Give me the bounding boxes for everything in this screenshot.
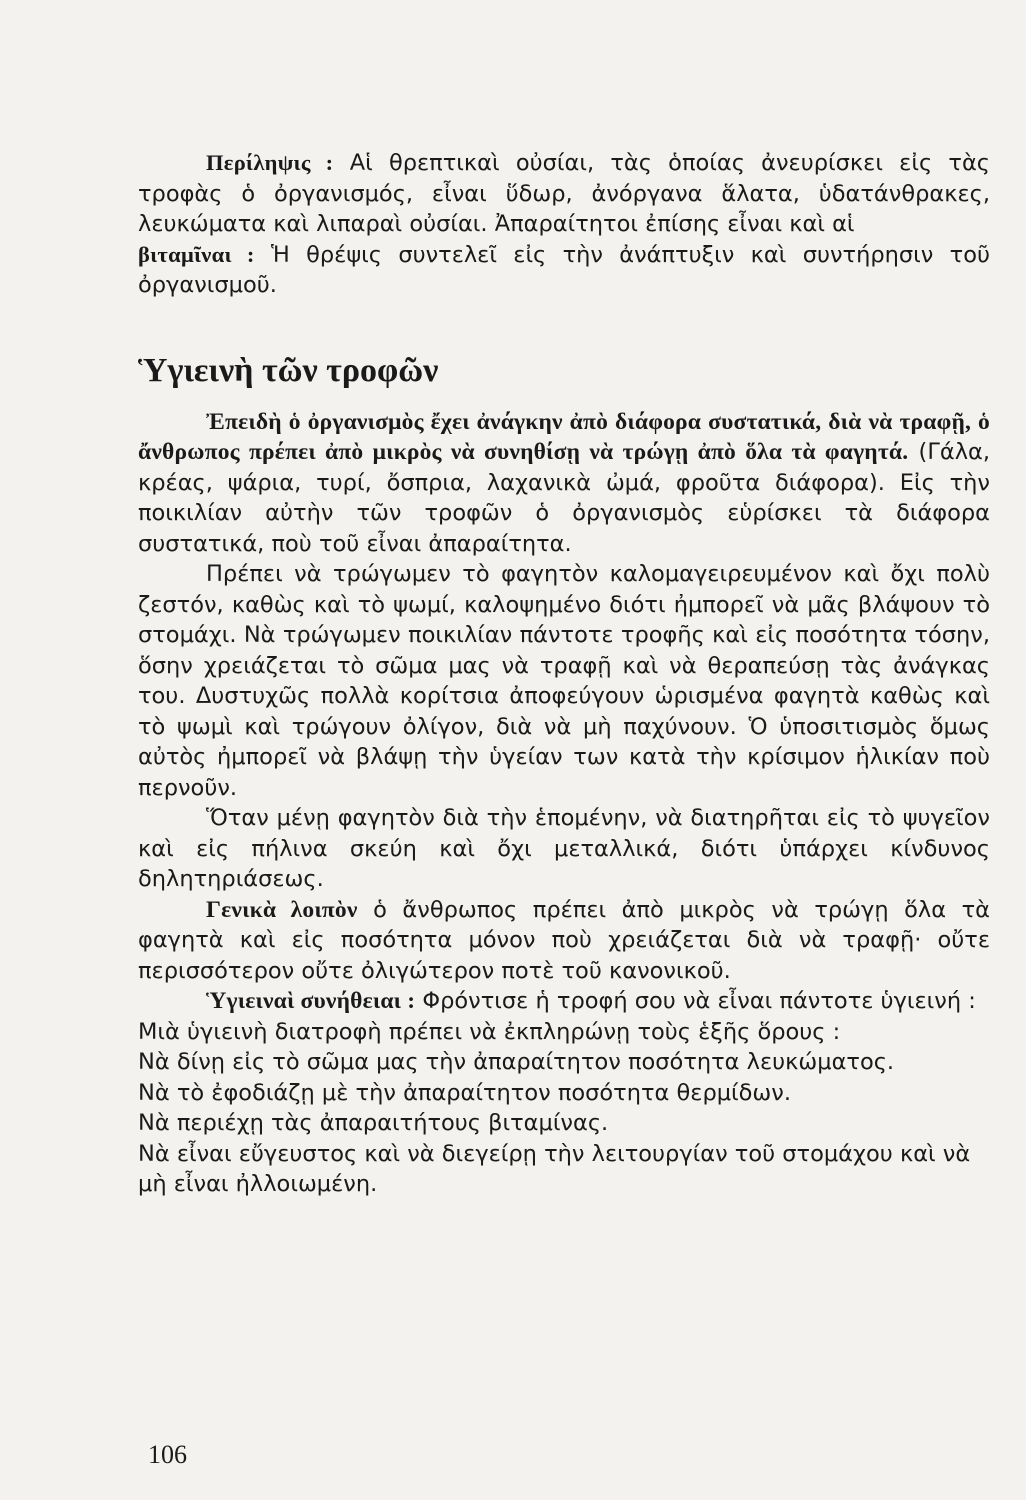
summary-paragraph xyxy=(138,148,990,301)
rule-item: Νὰ περιέχῃ τὰς ἀπαραιτήτους βιταμίνας. xyxy=(138,1110,609,1136)
rule-item: Νὰ δίνῃ εἰς τὸ σῶμα μας τὴν ἀπαραίτητον ποσότητα λευκώματος. xyxy=(138,1049,895,1075)
paragraph-general-text: ὁ ἄνθρωπος πρέπει ἀπὸ μικρὸς νὰ τρώγῃ ὅλα τὰ φαγητὰ καὶ εἰς ποσότητα μόνον ποὺ χρειάζεται διὰ νὰ τραφῇ· οὔτε περισσότερον οὔτε ὀλιγώτερον ποτὲ τοῦ κανονικοῦ. xyxy=(138,896,990,984)
summary-label: Περίληψις : xyxy=(206,150,334,175)
paragraph-cooking: Πρέπει νὰ τρώγωμεν τὸ φαγητὸν καλομαγειρευμένον καὶ ὄχι πολὺ ζεστόν, καθὼς καὶ τὸ ψωμί, καλοψημένο διότι ἠμπορεῖ νὰ μᾶς βλάψουν τὸ στομάχι. Νὰ τρώγωμεν ποικιλίαν πάντοτε τροφῆς καὶ εἰς ποσότητα τόσην, ὅσην χρειάζεται τὸ σῶμα μας νὰ τραφῇ καὶ νὰ θεραπεύσῃ τὰς ἀνάγκας του. Δυστυχῶς πολλὰ κορίτσια ἀποφεύγουν ὡρισμένα φαγητὰ καθὼς καὶ τὸ ψωμὶ καὶ τρώγουν ὀλίγον, διὰ νὰ μὴ παχύνουν. Ὁ ὑποσιτισμὸς ὅμως αὐτὸς ἠμπορεῖ νὰ βλάψῃ τὴν ὑγείαν των κατὰ τὴν κρίσιμον ἡλικίαν ποὺ περνοῦν. xyxy=(138,561,990,801)
section-heading: Ὑγιεινὴ τῶν τροφῶν xyxy=(138,351,439,389)
paragraph-storage: Ὅταν μένῃ φαγητὸν διὰ τὴν ἑπομένην, νὰ διατηρῆται εἰς τὸ ψυγεῖον καὶ εἰς πήλινα σκεύη καὶ ὄχι μεταλλικά, διότι ὑπάρχει κίνδυνος δηλητηριάσεως. xyxy=(138,805,990,892)
paragraph-habits xyxy=(138,986,990,1017)
rule-item: Νὰ τὸ ἐφοδιάζῃ μὲ τὴν ἀπαραίτητον ποσότητα θερμίδων. xyxy=(138,1079,791,1106)
paragraph-variety-bold: Ἐπειδὴ ὁ ὀργανισμὸς ἔχει ἀνάγκην ἀπὸ διάφορα συστατικά, διὰ νὰ τραφῇ, ὁ ἄνθρωπος πρέπει ἀπὸ μικρὸς νὰ συνηθίσῃ νὰ τρώγῃ ἀπὸ ὅλα τὰ φαγητά. xyxy=(138,408,990,465)
vitamins-label: βιταμῖναι : xyxy=(138,241,255,267)
rules-intro: Μιὰ ὑγιεινὴ διατροφὴ πρέπει νὰ ἐκπληρώνῃ τοὺς ἑξῆς ὅρους : xyxy=(138,1018,841,1045)
summary-text: Αἱ θρεπτικαὶ οὐσίαι, τὰς ὁποίας ἀνευρίσκει εἰς τὰς τροφὰς ὁ ὀργανισμός, εἶναι ὕδωρ, ἀνόργανα ἅλατα, ὑδατάνθρακες, λευκώματα καὶ λιπαραὶ οὐσίαι. Ἀπαραίτητοι ἐπίσης εἶναι καὶ αἱ xyxy=(138,150,991,237)
page-body xyxy=(138,148,990,1200)
paragraph-variety-text: (Γάλα, κρέας, ψάρια, τυρί, ὄσπρια, λαχανικὰ ὠμά, φροῦτα διάφορα). Εἰς τὴν ποικιλίαν αὐτὴν τῶν τροφῶν ὁ ὀργανισμὸς εὑρίσκει τὰ διάφορα συστατικά, ποὺ τοῦ εἶναι ἀπαραίτητα. xyxy=(138,439,990,557)
rule-item: Νὰ εἶναι εὔγευστος καὶ νὰ διεγείρῃ τὴν λειτουργίαν τοῦ στομάχου καὶ νὰ μὴ εἶναι ἠλλοιωμένη. xyxy=(138,1140,971,1197)
paragraph-habits-bold: Ὑγιειναὶ συνήθειαι : xyxy=(206,988,416,1014)
page-number: 106 xyxy=(148,1440,187,1469)
paragraph-habits-text: Φρόντισε ἡ τροφή σου νὰ εἶναι πάντοτε ὑγιεινή : xyxy=(422,988,976,1014)
vitamins-text: Ἡ θρέψις συντελεῖ εἰς τὴν ἀνάπτυξιν καὶ συντήρησιν τοῦ ὀργανισμοῦ. xyxy=(138,241,990,298)
paragraph-general-bold: Γενικὰ λοιπὸν xyxy=(206,896,358,923)
paragraph-general xyxy=(138,895,990,987)
paragraph-variety xyxy=(138,407,990,560)
